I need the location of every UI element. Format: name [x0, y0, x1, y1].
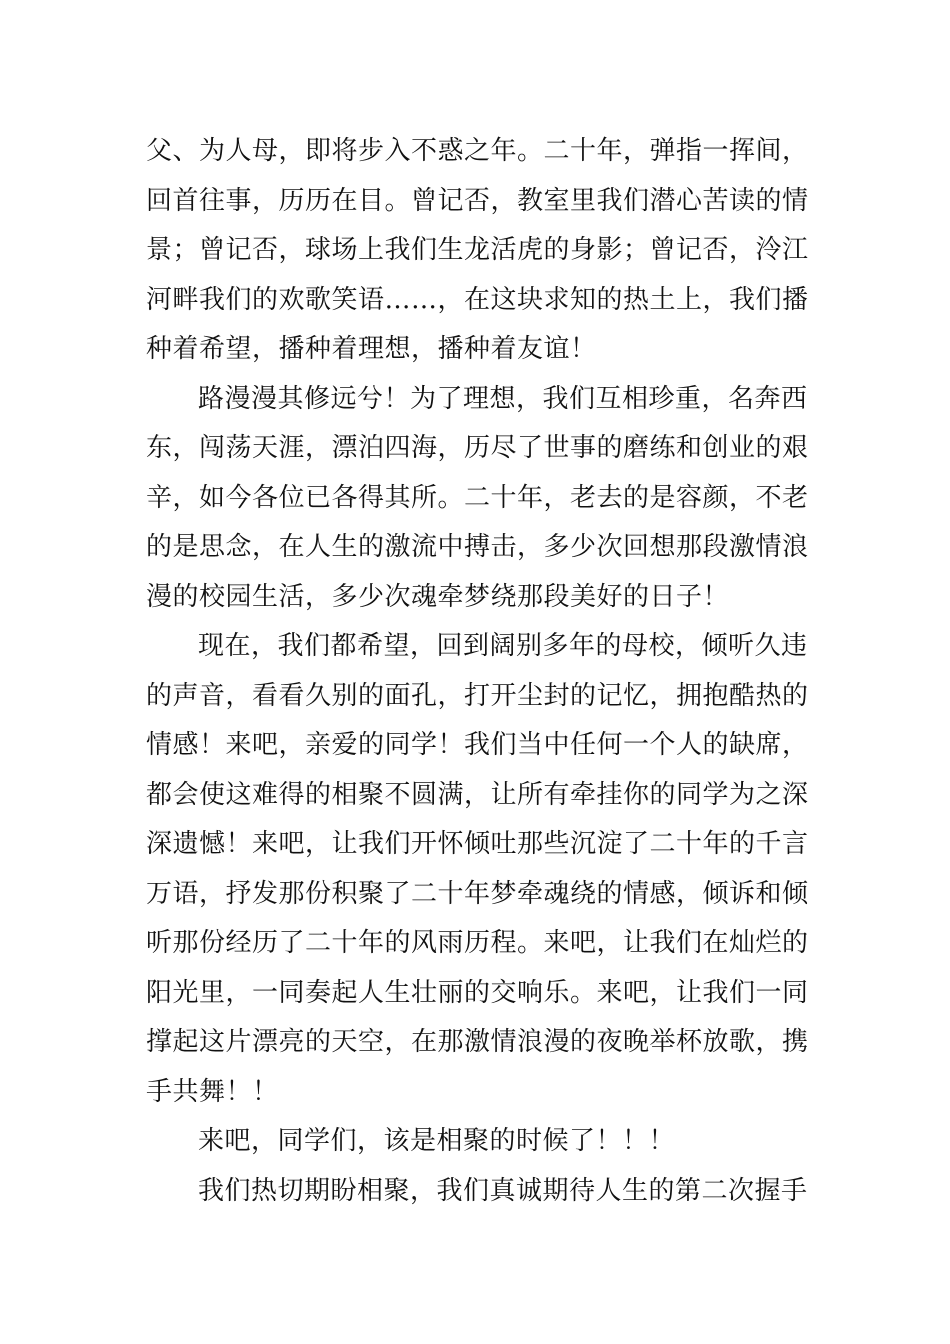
text-line: 父、为人母，即将步入不惑之年。二十年，弹指一挥间，	[146, 136, 809, 166]
paragraph-first-line: 我们热切期盼相聚，我们真诚期待人生的第二次握手	[198, 1175, 808, 1206]
text-line: 手共舞！！	[146, 1076, 279, 1107]
text-line: 万语，抒发那份积聚了二十年梦牵魂绕的情感，倾诉和倾	[146, 878, 809, 909]
text-line: 都会使这难得的相聚不圆满，让所有牵挂你的同学为之深	[146, 779, 809, 810]
body-text	[146, 127, 808, 1216]
text-line: 辛，如今各位已各得其所。二十年，老去的是容颜，不老	[146, 482, 809, 513]
text-line: 深遗憾！来吧，让我们开怀倾吐那些沉淀了二十年的千言	[146, 829, 809, 859]
text-line: 的声音，看看久别的面孔，打开尘封的记忆，拥抱酷热的	[146, 680, 809, 711]
text-line: 景；曾记否，球场上我们生龙活虎的身影；曾记否，泠江	[146, 235, 809, 265]
paragraph-first-line: 路漫漫其修远兮！为了理想，我们互相珍重，名奔西	[198, 383, 808, 414]
text-line: 情感！来吧，亲爱的同学！我们当中任何一个人的缺席，	[146, 730, 809, 760]
text-line: 东，闯荡天涯，漂泊四海，历尽了世事的磨练和创业的艰	[146, 433, 809, 463]
text-line: 河畔我们的欢歌笑语……，在这块求知的热土上，我们播	[146, 284, 809, 315]
text-line: 的是思念，在人生的激流中搏击，多少次回想那段激情浪	[146, 532, 809, 562]
text-line: 听那份经历了二十年的风雨历程。来吧，让我们在灿烂的	[146, 928, 809, 958]
paragraph-first-line: 现在，我们都希望，回到阔别多年的母校，倾听久违	[198, 631, 808, 661]
text-line: 阳光里，一同奏起人生壮丽的交响乐。来吧，让我们一同	[146, 977, 809, 1008]
text-line: 种着希望，播种着理想，播种着友谊！	[146, 334, 597, 364]
paragraph-first-line: 来吧，同学们，该是相聚的时候了！！！	[198, 1126, 676, 1156]
text-line: 回首往事，历历在目。曾记否，教室里我们潜心苦读的情	[146, 185, 809, 216]
text-line: 漫的校园生活，多少次魂牵梦绕那段美好的日子！	[146, 581, 730, 612]
text-line: 撑起这片漂亮的天空，在那激情浪漫的夜晚举杯放歌，携	[146, 1027, 809, 1057]
